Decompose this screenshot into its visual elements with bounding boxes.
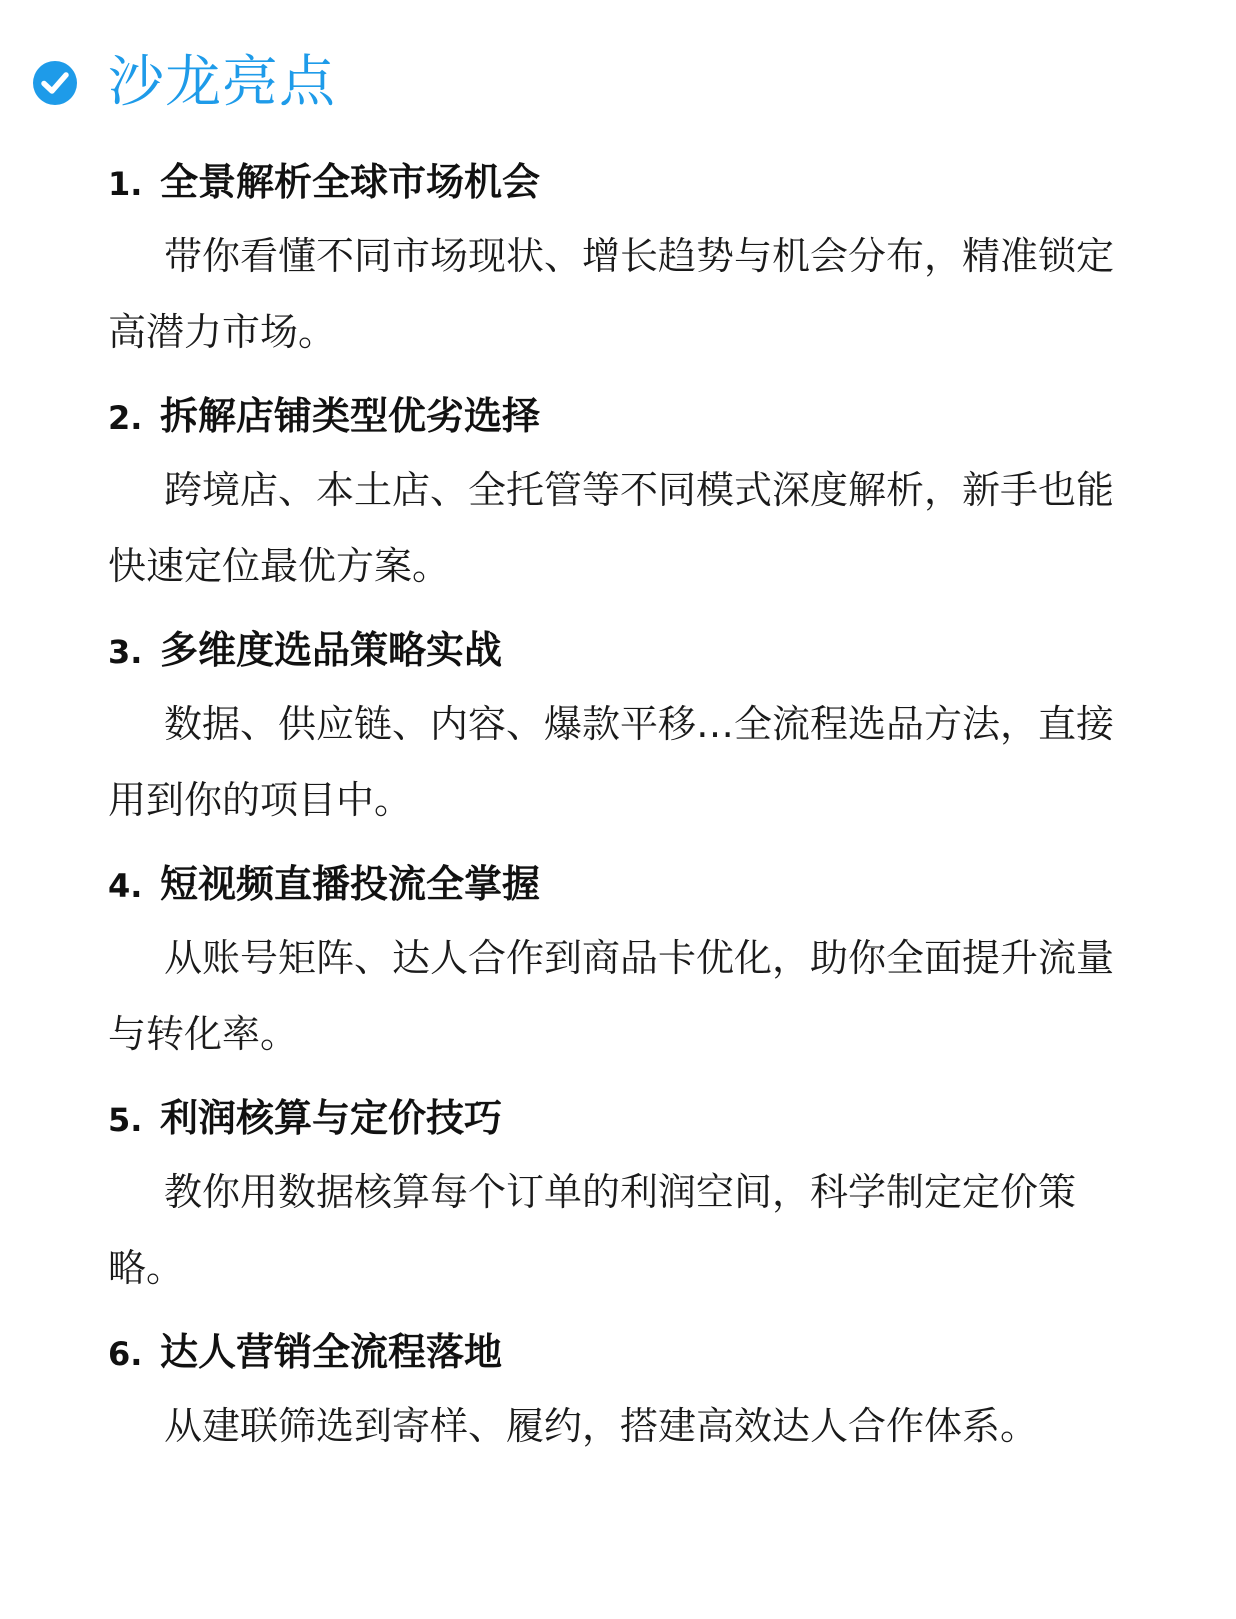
section-title: 沙龙亮点: [108, 50, 336, 115]
highlight-heading: [108, 150, 1118, 214]
highlight-number: 4.: [108, 867, 143, 905]
highlight-item-5: [108, 1086, 1118, 1306]
highlight-title: 短视频直播投流全掌握: [160, 862, 541, 906]
highlight-item-1: [108, 150, 1118, 370]
highlight-item-6: [108, 1320, 1118, 1464]
highlight-heading: [108, 1320, 1118, 1384]
highlight-title: 拆解店铺类型优劣选择: [160, 394, 541, 438]
highlights-list: [108, 150, 1118, 1478]
highlight-number: 5.: [108, 1101, 143, 1139]
highlight-number: 2.: [108, 399, 143, 437]
highlight-description: 教你用数据核算每个订单的利润空间，科学制定定价策略。: [108, 1170, 1077, 1290]
highlight-number: 6.: [108, 1335, 143, 1373]
highlight-description: 从建联筛选到寄样、履约，搭建高效达人合作体系。: [164, 1404, 1039, 1448]
highlight-heading: [108, 384, 1118, 448]
highlight-description: 带你看懂不同市场现状、增长趋势与机会分布，精准锁定高潜力市场。: [108, 234, 1115, 354]
highlight-number: 1.: [108, 165, 143, 203]
highlight-item-4: [108, 852, 1118, 1072]
highlight-title: 全景解析全球市场机会: [160, 160, 541, 204]
highlight-item-2: [108, 384, 1118, 604]
check-circle-icon: [32, 60, 78, 106]
section-header: [32, 48, 336, 118]
highlight-title: 多维度选品策略实战: [160, 628, 503, 672]
highlight-item-3: [108, 618, 1118, 838]
highlight-description: 从账号矩阵、达人合作到商品卡优化，助你全面提升流量与转化率。: [108, 936, 1115, 1056]
highlight-title: 达人营销全流程落地: [160, 1330, 503, 1374]
highlight-heading: [108, 1086, 1118, 1150]
highlight-number: 3.: [108, 633, 143, 671]
highlight-title: 利润核算与定价技巧: [160, 1096, 503, 1140]
highlight-description: 数据、供应链、内容、爆款平移…全流程选品方法，直接用到你的项目中。: [108, 702, 1115, 822]
highlight-description: 跨境店、本土店、全托管等不同模式深度解析，新手也能快速定位最优方案。: [108, 468, 1115, 588]
highlight-heading: [108, 618, 1118, 682]
highlight-heading: [108, 852, 1118, 916]
